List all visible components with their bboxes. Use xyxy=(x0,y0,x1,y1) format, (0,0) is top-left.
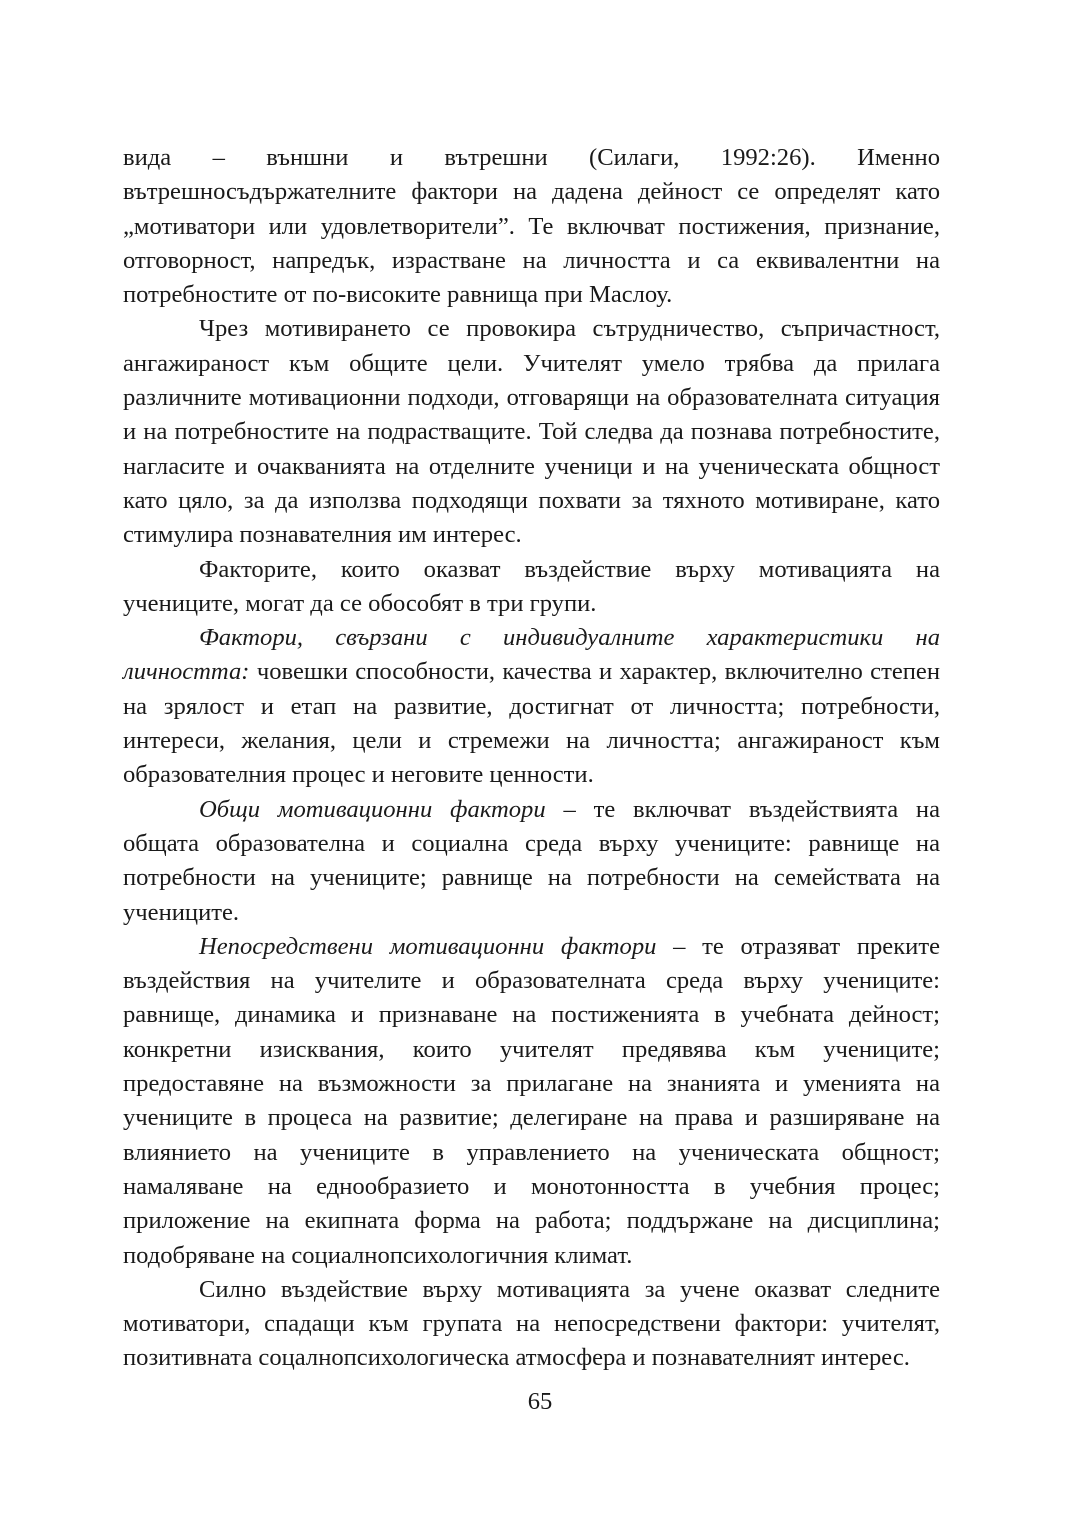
paragraph-3 xyxy=(123,553,940,622)
paragraph-7 xyxy=(123,1273,940,1376)
page-number: 65 xyxy=(527,1388,553,1415)
paragraph-text: Силно въздействие върху мотивацията за учене оказват следните мотиватори, спадащи към групата на непосредствени фактори: учителят, позитивната соцалнопсихологическа атмосфера и познавателният интерес. xyxy=(123,1275,940,1372)
paragraph-text: Чрез мотивирането се провокира сътрудничество, съпричастност, ангажираност към общите цели. Учителят умело трябва да прилага различните мотивационни подходи, отговарящи на образователната ситуация и на потребностите на подрастващите. Той следва да познава потребностите, нагласите и очакванията на отделните ученици и на ученическата общност като цяло, за да използва подходящи похвати за тяхното мотивиране, като стимулира познавателния им интерес. xyxy=(123,315,940,549)
paragraph-text: човешки способности, качества и характер, включително степен на зрялост и етап на развитие, достигнат от личността; потребности, интереси, желания, цели и стремежи на личността; ангажираност към образователния процес и неговите ценности. xyxy=(123,658,940,789)
paragraph-5 xyxy=(123,793,940,930)
italic-term-direct-factors: Непосредствени мотивационни фактори xyxy=(199,932,657,960)
paragraph-4 xyxy=(123,621,940,792)
text-block xyxy=(123,141,940,1376)
paragraph-6 xyxy=(123,930,940,1273)
paragraph-text: – те отразяват преките въздействия на учителите и образователната среда върху учениците: равнище, динамика и признаване на постиженията в учебната дейност; конкретни изисквания, които учителят предявява към учениците; предоставяне на възможности за прилагане на знанията и уменията на учениците в процеса на развитие; делегиране на права и разширяване на влиянието на учениците в управлението на ученическата общност; намаляване на еднообразието и монотонността в учебния процес; приложение на екипната форма на работа; поддържане на дисциплина; подобряване на социалнопсихологичния климат. xyxy=(123,932,940,1269)
paragraph-text: вида – външни и вътрешни (Силаги, 1992:26). Именно вътрешносъдържателните фактори на дадена дейност се определят като „мотиватори или удовлетворители”. Те включват постижения, признание, отговорност, напредък, израстване на личността и са еквивалентни на потребностите от по-високите равнища при Маслоу. xyxy=(123,144,940,309)
paragraph-1 xyxy=(123,141,940,312)
paragraph-text: – те включват въздействията на общата образователна и социална среда върху учениците: равнище на потребности на учениците; равнище на потребности на семействата на учениците. xyxy=(123,795,940,926)
italic-term-general-factors: Общи мотивационни фактори xyxy=(199,795,546,823)
italic-term-individual-factors: Фактори, свързани с индивидуалните характеристики на личността: xyxy=(123,624,940,686)
paragraph-2 xyxy=(123,312,940,552)
page-body xyxy=(123,141,940,1376)
paragraph-text: Факторите, които оказват въздействие върху мотивацията на учениците, могат да се обособят в три групи. xyxy=(123,555,940,617)
